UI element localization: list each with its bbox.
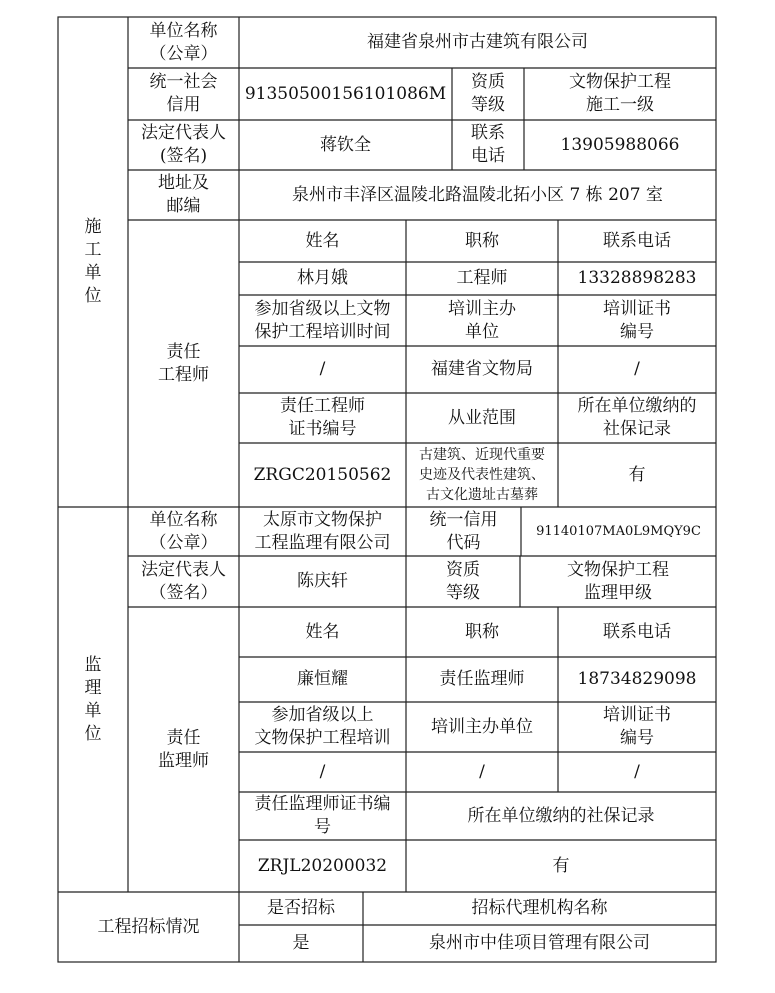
bidding-header-tendered: 是否招标 <box>267 898 335 918</box>
supervisor-header-name: 姓名 <box>305 621 340 642</box>
supervisor-phone: 18734829098 <box>577 669 697 689</box>
supervision-qualification-label: 资质 等级 <box>446 559 480 603</box>
construction-contact: 13905988066 <box>560 134 680 155</box>
supervisor-name: 廉恒耀 <box>297 669 348 689</box>
engineer-header-phone: 联系电话 <box>603 230 671 251</box>
supervision-unit-name: 太原市文物保护 工程监理有限公司 <box>254 509 391 553</box>
engineer-phone: 13328898283 <box>577 268 697 288</box>
engineer-training-time: / <box>319 359 326 379</box>
construction-unit-name-label: 单位名称 （公章） <box>149 20 218 64</box>
engineer-header-social: 所在单位缴纳的 社保记录 <box>577 396 697 439</box>
bidding-label: 工程招标情况 <box>97 916 200 937</box>
engineer-title: 工程师 <box>456 268 508 288</box>
supervisor-training-org: / <box>479 761 485 782</box>
engineer-header-title: 职称 <box>465 230 499 251</box>
supervision-legal-rep-label: 法定代表人 （签名） <box>141 559 226 603</box>
supervisor-header-title: 职称 <box>465 621 499 642</box>
supervisor-header-training-org: 培训主办单位 <box>431 716 533 737</box>
supervision-qualification: 文物保护工程 监理甲级 <box>567 559 669 603</box>
construction-qualification-label: 资质 等级 <box>471 72 505 115</box>
engineer-header-scope: 从业范围 <box>448 407 516 428</box>
engineer-header-training-time: 参加省级以上文物 保护工程培训时间 <box>254 298 391 342</box>
construction-section-label: 施 工 单 位 <box>84 217 102 306</box>
construction-credit-code: 91350500156101086M <box>244 83 447 104</box>
construction-address-label: 地址及 邮编 <box>158 173 209 216</box>
supervisor-header-sup-cert: 责任监理师证书编 号 <box>254 794 391 837</box>
construction-legal-rep-label: 法定代表人 (签名) <box>141 123 226 166</box>
engineer-name: 林月娥 <box>297 268 348 288</box>
supervision-credit-code: 91140107MA0L9MQY9C <box>536 524 701 539</box>
construction-credit-code-label: 统一社会 信用 <box>149 72 218 115</box>
bidding-agency: 泉州市中佳项目管理有限公司 <box>429 933 650 953</box>
supervision-legal-rep: 陈庆轩 <box>297 571 348 591</box>
bidding-tendered: 是 <box>292 933 310 953</box>
supervision-unit-name-label: 单位名称 （公章） <box>149 509 218 553</box>
engineer-header-name: 姓名 <box>305 230 340 251</box>
construction-contact-label: 联系 电话 <box>471 123 505 166</box>
construction-address: 泉州市丰泽区温陵北路温陵北拓小区 7 栋 207 室 <box>292 184 663 205</box>
engineer-cert-no: / <box>634 359 640 379</box>
construction-unit-name: 福建省泉州市古建筑有限公司 <box>367 32 588 52</box>
supervisor-title: 责任监理师 <box>439 669 525 689</box>
supervisor-header-phone: 联系电话 <box>603 621 671 642</box>
supervisor-header-training: 参加省级以上 文物保护工程培训 <box>254 705 391 748</box>
supervision-section-label: 监 理 单 位 <box>84 654 102 744</box>
construction-legal-rep: 蒋钦全 <box>320 134 371 155</box>
supervision-supervisor-label: 责任 监理师 <box>158 727 209 771</box>
engineer-header-eng-cert: 责任工程师 证书编号 <box>280 396 365 439</box>
supervision-credit-code-label: 统一信用 代码 <box>429 509 498 553</box>
supervisor-sup-cert: ZRJL20200032 <box>257 855 388 876</box>
engineer-scope: 古建筑、近现代重要 史迹及代表性建筑、 古文化遗址古墓葬 <box>419 447 545 503</box>
supervisor-header-cert-no: 培训证书 编号 <box>603 705 671 748</box>
supervisor-cert-no: / <box>634 761 640 782</box>
supervisor-header-social: 所在单位缴纳的社保记录 <box>467 805 655 826</box>
engineer-eng-cert: ZRGC20150562 <box>253 464 392 485</box>
engineer-header-training-org: 培训主办 单位 <box>448 298 516 342</box>
supervisor-training: / <box>319 761 326 782</box>
supervisor-social: 有 <box>552 855 570 876</box>
engineer-social: 有 <box>628 464 646 485</box>
construction-engineer-label: 责任 工程师 <box>158 341 209 385</box>
construction-qualification: 文物保护工程 施工一级 <box>569 72 671 115</box>
engineer-header-cert-no: 培训证书 编号 <box>603 298 671 342</box>
bidding-header-agency: 招标代理机构名称 <box>471 898 608 918</box>
engineer-training-org: 福建省文物局 <box>431 359 533 379</box>
